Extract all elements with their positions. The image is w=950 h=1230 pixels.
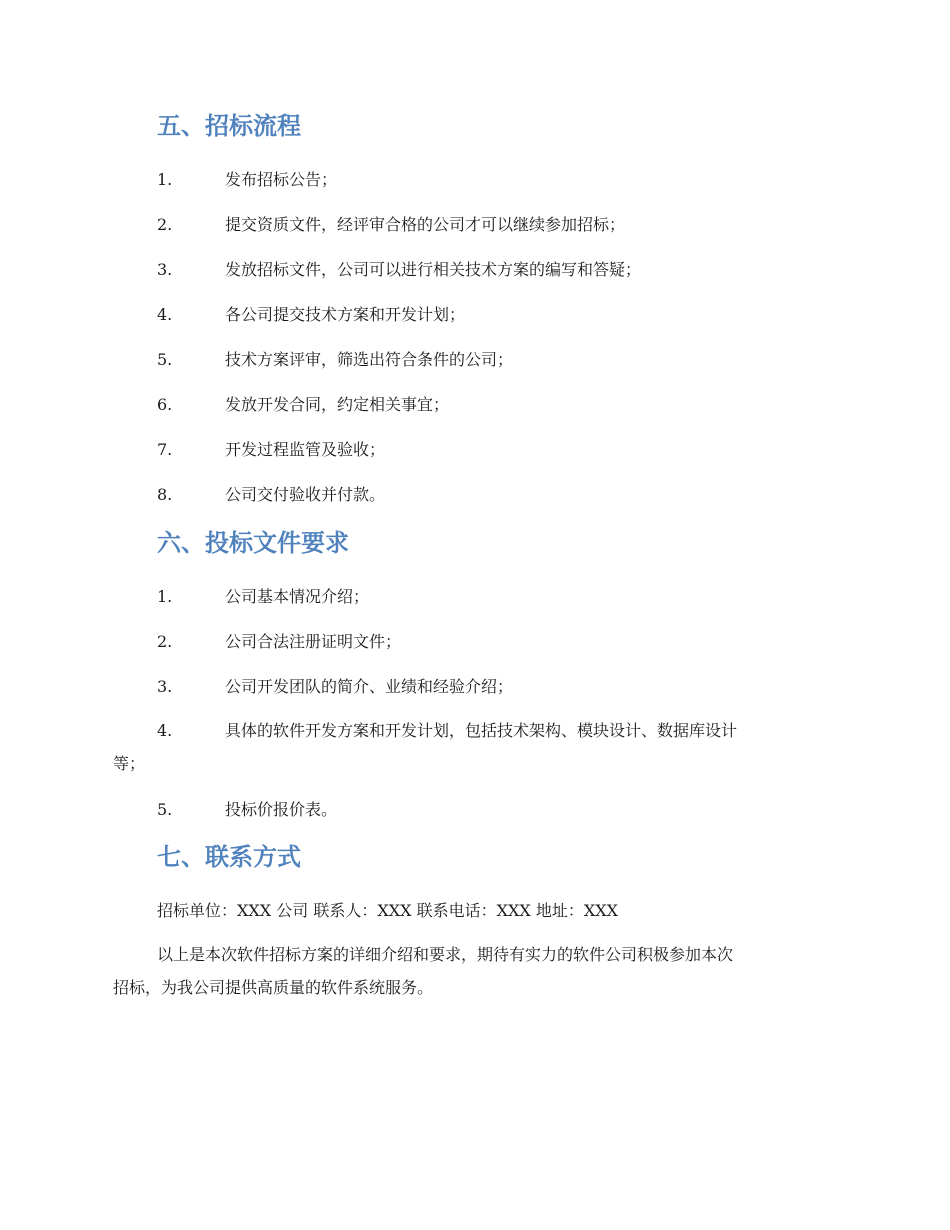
- list-item-number: 5.: [157, 350, 173, 369]
- list-item-number: 3.: [157, 677, 173, 696]
- list-item-text: 具体的软件开发方案和开发计划，包括技术架构、模块设计、数据库设计: [225, 721, 738, 740]
- closing-paragraph-line1: 以上是本次软件招标方案的详细介绍和要求，期待有实力的软件公司积极参加本次: [157, 945, 734, 964]
- list-item-text: 技术方案评审，筛选出符合条件的公司；: [225, 350, 514, 369]
- list-item-number: 6.: [157, 395, 173, 414]
- section-heading-contact: 七、联系方式: [157, 843, 301, 871]
- list-item-number: 1.: [157, 170, 173, 189]
- list-item-number: 3.: [157, 260, 173, 279]
- list-item-number: 8.: [157, 485, 173, 504]
- list-item-text: 发布招标公告；: [225, 170, 338, 189]
- list-item-number: 2.: [157, 632, 173, 651]
- list-item-number: 5.: [157, 800, 173, 819]
- list-item-number: 1.: [157, 587, 173, 606]
- list-item-text: 发放开发合同，约定相关事宜；: [225, 395, 450, 414]
- list-item-text: 提交资质文件，经评审合格的公司才可以继续参加招标；: [225, 215, 626, 234]
- section-heading-bidding-process: 五、招标流程: [157, 112, 301, 140]
- list-item-number: 2.: [157, 215, 173, 234]
- list-item-text: 公司交付验收并付款。: [225, 485, 386, 504]
- list-item-text-continuation: 等；: [113, 754, 146, 773]
- list-item-number: 4.: [157, 305, 173, 324]
- closing-paragraph-line2: 招标，为我公司提供高质量的软件系统服务。: [113, 978, 434, 997]
- list-item-text: 开发过程监管及验收；: [225, 440, 386, 459]
- list-item-number: 7.: [157, 440, 173, 459]
- contact-info: 招标单位：XXX 公司 联系人：XXX 联系电话：XXX 地址：XXX: [157, 901, 619, 920]
- list-item-text: 公司合法注册证明文件；: [225, 632, 402, 651]
- list-item-number: 4.: [157, 721, 173, 740]
- list-item-text: 投标价报价表。: [225, 800, 338, 819]
- list-item-text: 公司基本情况介绍；: [225, 587, 370, 606]
- list-item-text: 各公司提交技术方案和开发计划；: [225, 305, 466, 324]
- list-item-text: 公司开发团队的简介、业绩和经验介绍；: [225, 677, 514, 696]
- list-item-text: 发放招标文件，公司可以进行相关技术方案的编写和答疑；: [225, 260, 642, 279]
- section-heading-bid-requirements: 六、投标文件要求: [157, 529, 349, 557]
